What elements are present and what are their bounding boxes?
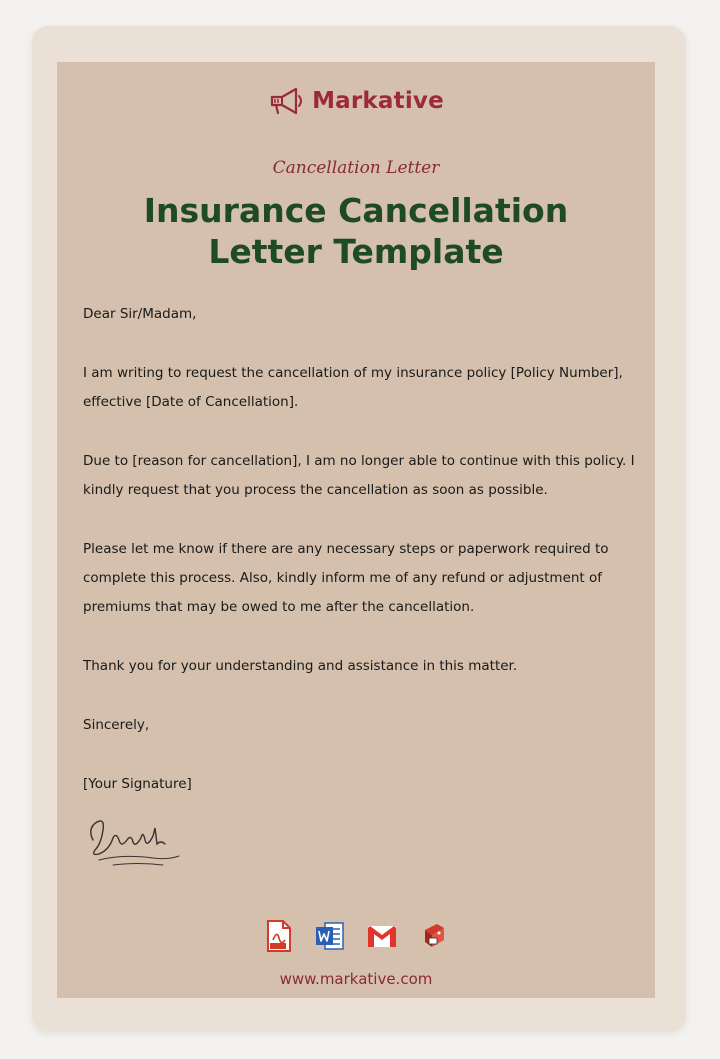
brand-logo	[57, 84, 655, 118]
page-title	[57, 190, 655, 272]
letter-body	[83, 300, 639, 827]
brand-name: Markative	[312, 88, 444, 114]
print-icon[interactable]	[417, 918, 451, 954]
paragraph-thanks: Thank you for your understanding and assistance in this matter.	[83, 658, 518, 674]
closing: Sincerely,	[83, 717, 150, 733]
letter-panel	[57, 62, 655, 998]
paragraph-steps: Please let me know if there are any necessary steps or paperwork required to complete this process. Also, kindly inform me of any refund or adjustment of premiums that may be owed to me after the cancellation.	[83, 541, 609, 615]
kicker-label: Cancellation Letter	[272, 158, 440, 178]
signature-placeholder: [Your Signature]	[83, 776, 192, 792]
word-icon[interactable]	[313, 918, 347, 954]
title-line-2: Letter Template	[208, 232, 504, 271]
salutation: Dear Sir/Madam,	[83, 306, 197, 322]
gmail-icon[interactable]	[365, 918, 399, 954]
pdf-icon[interactable]	[261, 918, 295, 954]
handwritten-signature	[83, 810, 183, 870]
website-link[interactable]: www.markative.com	[279, 970, 433, 988]
paragraph-reason: Due to [reason for cancellation], I am no longer able to continue with this policy. I kindly request that you process the cancellation as soon as possible.	[83, 453, 635, 498]
megaphone-icon	[268, 84, 306, 118]
download-format-icons	[57, 918, 655, 954]
title-line-1: Insurance Cancellation	[143, 191, 569, 230]
paragraph-request: I am writing to request the cancellation of my insurance policy [Policy Number], effective [Date of Cancellation].	[83, 365, 623, 410]
